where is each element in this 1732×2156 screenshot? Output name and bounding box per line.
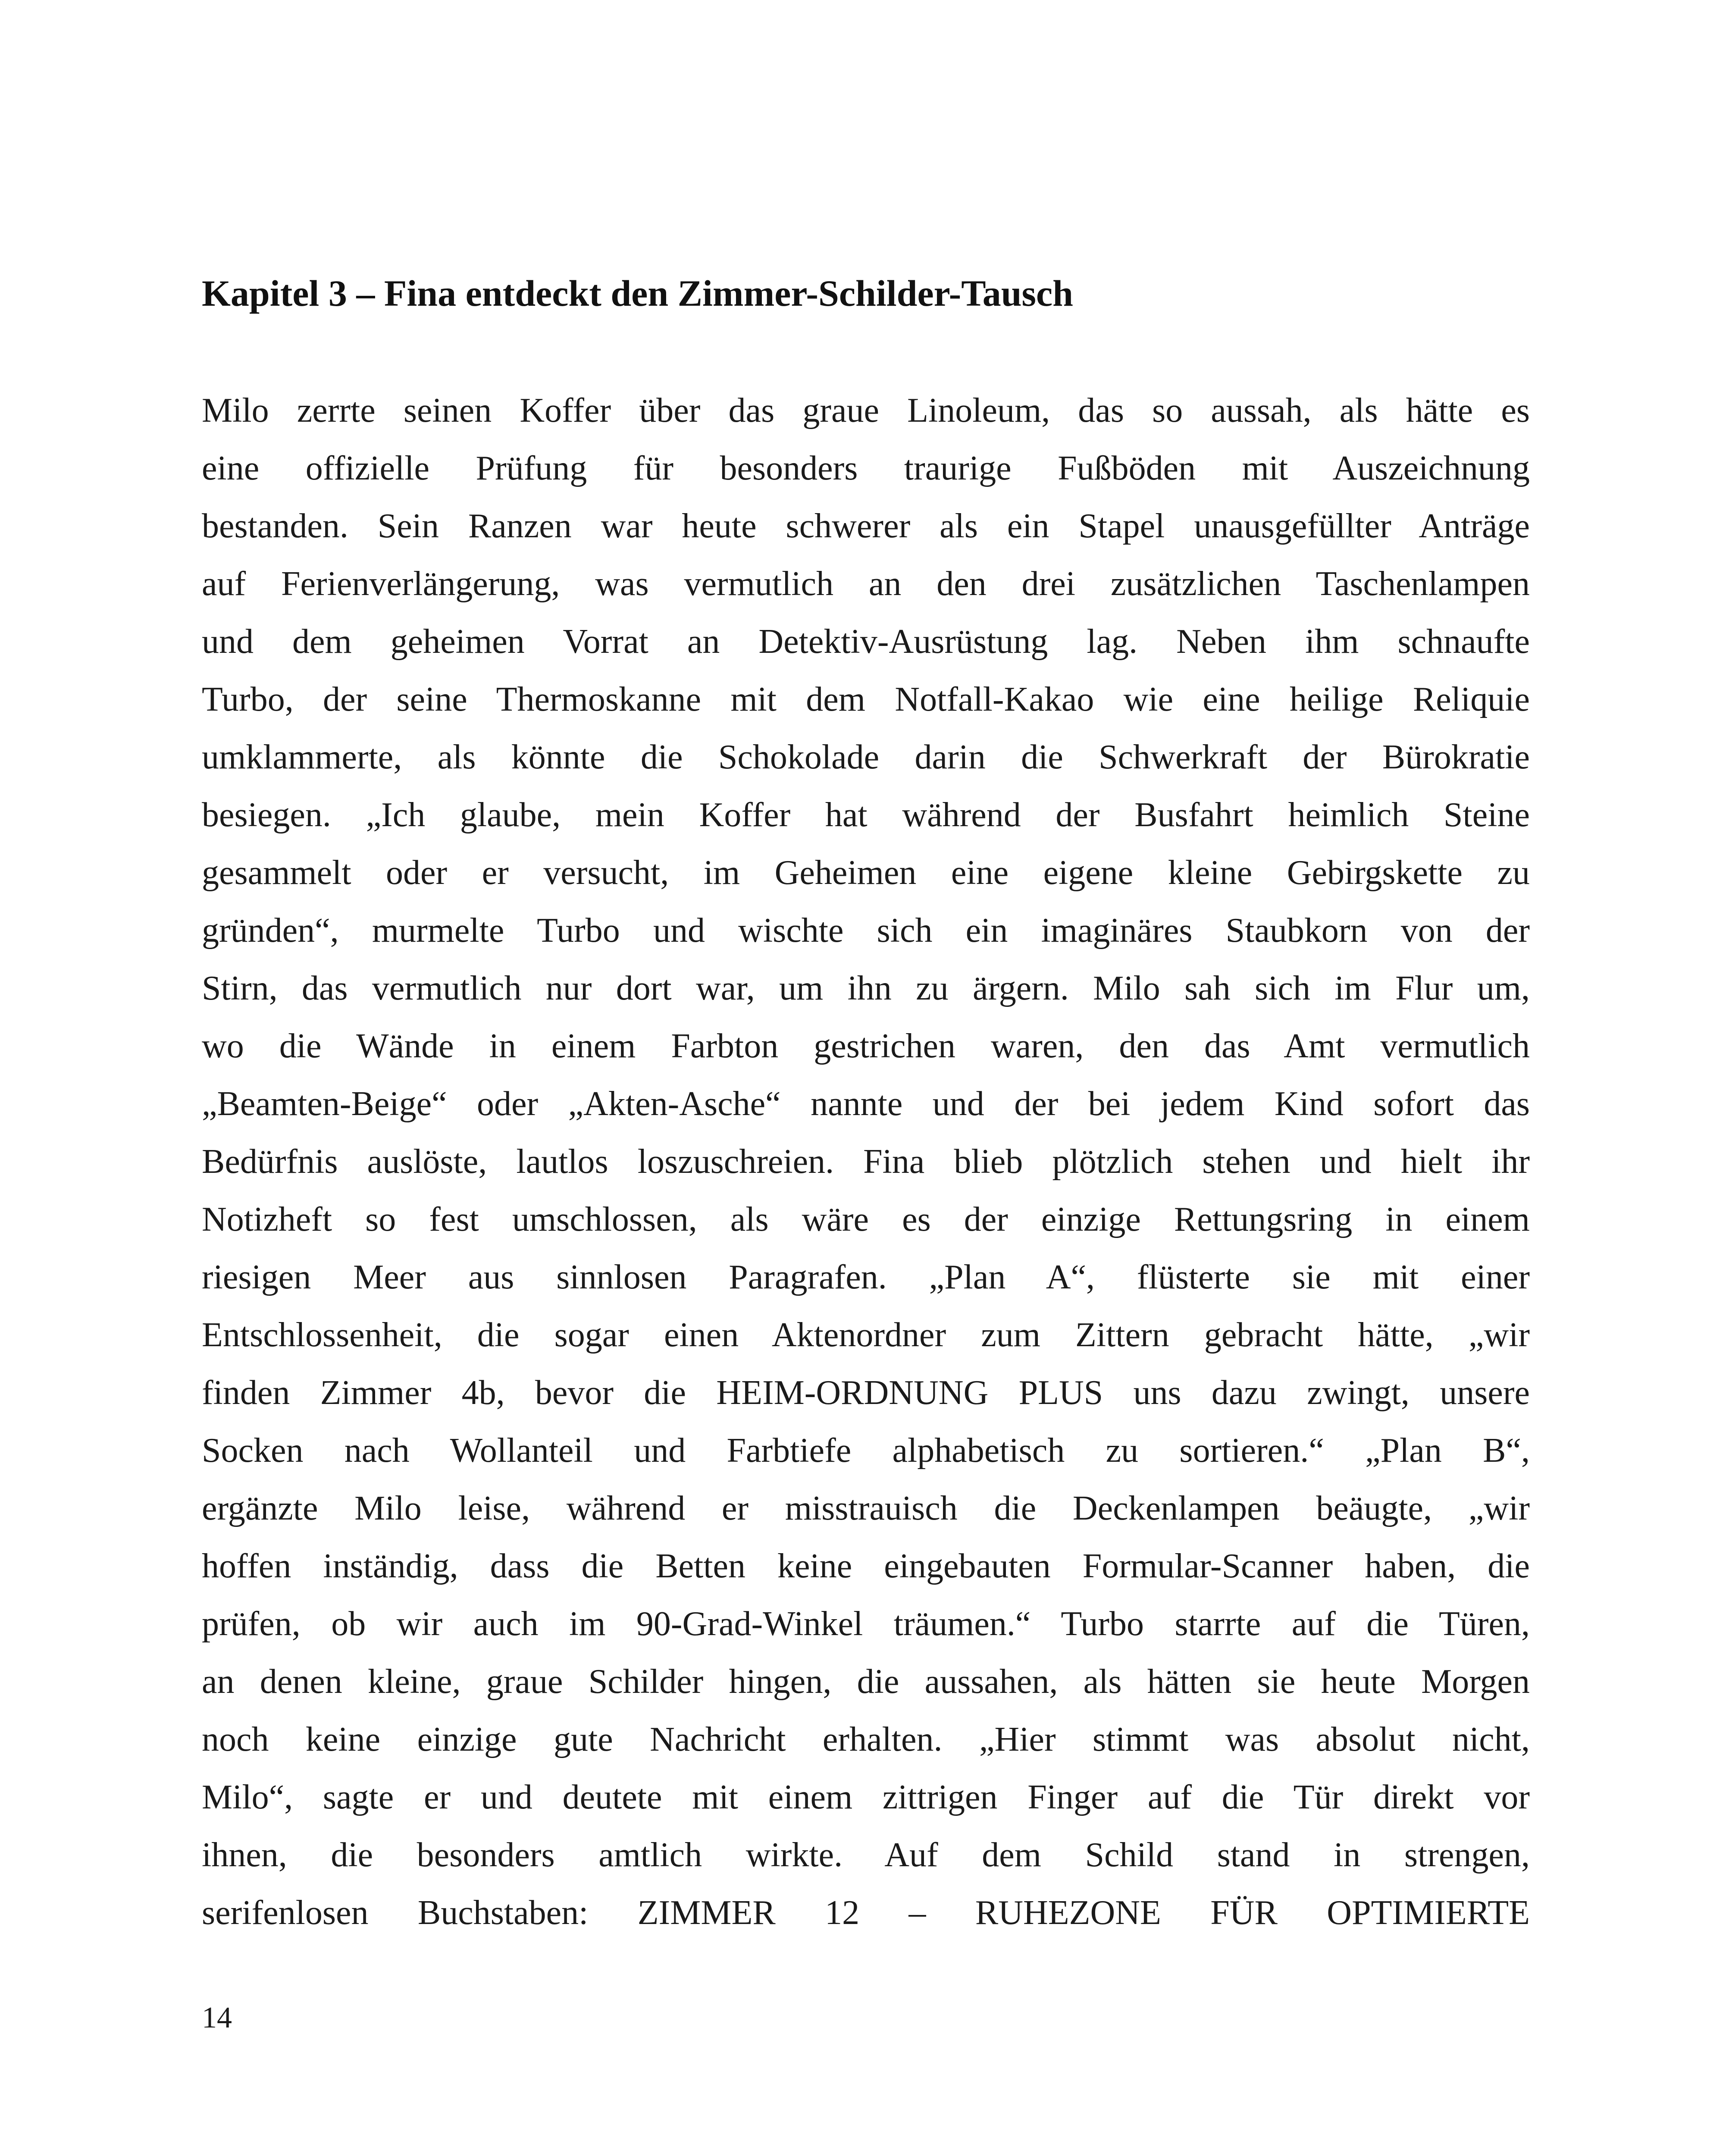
text-line: noch keine einzige gute Nachricht erhalten. „Hier stimmt was absolut nicht,	[202, 1720, 1530, 1758]
body-text	[202, 382, 1530, 1942]
text-line: eine offizielle Prüfung für besonders traurige Fußböden mit Auszeichnung	[202, 449, 1530, 487]
text-line: finden Zimmer 4b, bevor die HEIM-ORDNUNG PLUS uns dazu zwingt, unsere	[202, 1374, 1530, 1412]
text-line: ergänzte Milo leise, während er misstrauisch die Deckenlampen beäugte, „wir	[202, 1489, 1530, 1527]
text-line: Milo zerrte seinen Koffer über das graue Linoleum, das so aussah, als hätte es	[202, 392, 1530, 429]
text-line: Bedürfnis auslöste, lautlos loszuschreien. Fina blieb plötzlich stehen und hielt ihr	[202, 1143, 1530, 1181]
page-number: 14	[202, 2001, 232, 2034]
text-line: Entschlossenheit, die sogar einen Aktenordner zum Zittern gebracht hätte, „wir	[202, 1316, 1530, 1354]
text-line: gesammelt oder er versucht, im Geheimen eine eigene kleine Gebirgskette zu	[202, 854, 1530, 892]
text-line: und dem geheimen Vorrat an Detektiv-Ausrüstung lag. Neben ihm schnaufte	[202, 623, 1530, 661]
text-line: auf Ferienverlängerung, was vermutlich an den drei zusätzlichen Taschenlampen	[202, 565, 1530, 603]
text-line: Stirn, das vermutlich nur dort war, um ihn zu ärgern. Milo sah sich im Flur um,	[202, 969, 1530, 1007]
text-line: gründen“, murmelte Turbo und wischte sich ein imaginäres Staubkorn von der	[202, 912, 1530, 950]
text-line: besiegen. „Ich glaube, mein Koffer hat während der Busfahrt heimlich Steine	[202, 796, 1530, 834]
text-line: Socken nach Wollanteil und Farbtiefe alphabetisch zu sortieren.“ „Plan B“,	[202, 1432, 1530, 1470]
text-line: riesigen Meer aus sinnlosen Paragrafen. „Plan A“, flüsterte sie mit einer	[202, 1258, 1530, 1296]
text-line: bestanden. Sein Ranzen war heute schwerer als ein Stapel unausgefüllter Anträge	[202, 507, 1530, 545]
text-line: an denen kleine, graue Schilder hingen, die aussahen, als hätten sie heute Morgen	[202, 1663, 1530, 1701]
text-line: serifenlosen Buchstaben: ZIMMER 12 – RUHEZONE FÜR OPTIMIERTE	[202, 1894, 1530, 1932]
chapter-title: Kapitel 3 – Fina entdeckt den Zimmer-Schilder-Tausch	[202, 273, 1073, 314]
text-line: „Beamten-Beige“ oder „Akten-Asche“ nannte und der bei jedem Kind sofort das	[202, 1085, 1530, 1123]
text-line: ihnen, die besonders amtlich wirkte. Auf dem Schild stand in strengen,	[202, 1836, 1530, 1874]
text-line: Notizheft so fest umschlossen, als wäre es der einzige Rettungsring in einem	[202, 1200, 1530, 1238]
text-line: prüfen, ob wir auch im 90-Grad-Winkel träumen.“ Turbo starrte auf die Türen,	[202, 1605, 1530, 1643]
text-line: hoffen inständig, dass die Betten keine eingebauten Formular-Scanner haben, die	[202, 1547, 1530, 1585]
text-line: Turbo, der seine Thermoskanne mit dem Notfall-Kakao wie eine heilige Reliquie	[202, 680, 1530, 718]
text-line: umklammerte, als könnte die Schokolade darin die Schwerkraft der Bürokratie	[202, 738, 1530, 776]
text-line: wo die Wände in einem Farbton gestrichen waren, den das Amt vermutlich	[202, 1027, 1530, 1065]
text-line: Milo“, sagte er und deutete mit einem zittrigen Finger auf die Tür direkt vor	[202, 1778, 1530, 1816]
